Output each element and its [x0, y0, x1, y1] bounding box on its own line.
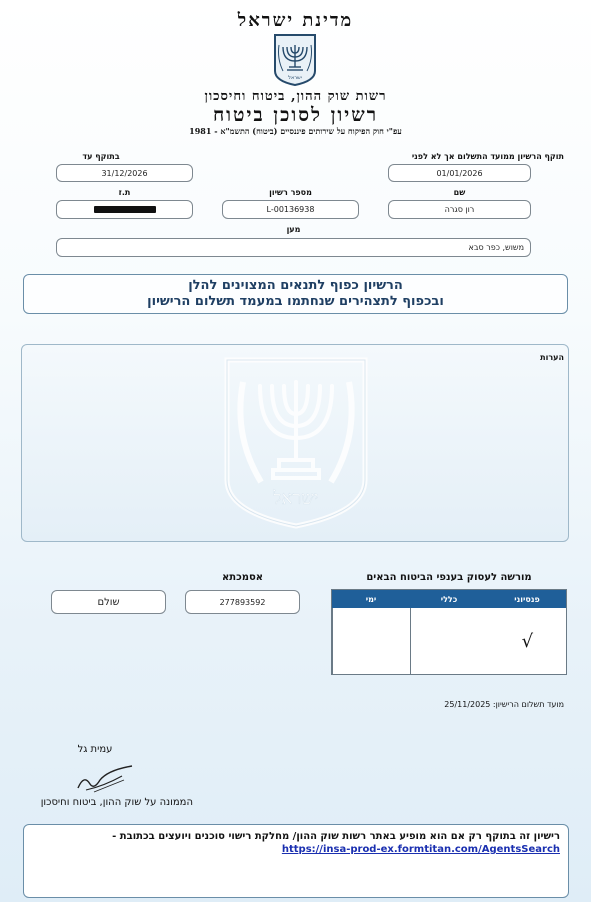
footer-text: רישיון זה בתוקף רק אם הוא מופיע באתר רשות שוק ההון/ מחלקת רישוי סוכנים ויועצים בכתובת - — [112, 831, 560, 842]
agents-search-link[interactable]: https://insa-prod-ex.formtitan.com/AgentsSearch — [281, 844, 560, 855]
payment-status-field: שולם — [51, 590, 166, 614]
valid-until-field: 31/12/2026 — [56, 164, 193, 182]
name-field: רון סגרה — [388, 200, 531, 219]
id-field — [56, 200, 193, 219]
authorization-table — [331, 589, 567, 675]
authorization-title: מורשה לעסוק בענפי הביטוח הבאים — [366, 572, 532, 583]
reference-label: אסמכתא — [221, 572, 264, 583]
payment-validity-field: 01/01/2026 — [388, 164, 531, 182]
id-label: ת.ז — [118, 188, 131, 197]
address-field: משוש, כפר סבא — [56, 238, 531, 257]
law-reference: עפ"י חוק הפיקוח על שירותים פיננסיים (ביטוח) התשמ"א - 1981 — [189, 126, 402, 136]
footer-notice — [23, 824, 569, 898]
license-number-field: L-00136938 — [222, 200, 359, 219]
checkmark-icon: √ — [521, 630, 534, 652]
address-label: מען — [286, 225, 301, 234]
redaction-bar — [94, 206, 156, 213]
signer-role: הממונה על שוק ההון, ביטוח וחיסכון — [40, 797, 193, 808]
column-marine: ימי — [365, 594, 377, 604]
authority-name: רשות שוק ההון, ביטוח וחיסכון — [204, 89, 387, 104]
authorization-table-body — [332, 608, 566, 674]
notes-label: הערות — [540, 353, 564, 362]
watermark-caption: ישראל — [273, 488, 319, 509]
license-number-label: מספר רשיון — [269, 188, 312, 197]
column-general: כללי — [440, 594, 458, 604]
authorization-table-header — [332, 590, 566, 608]
column-pension: פנסיוני — [514, 594, 540, 604]
payment-validity-label: תוקף הרשיון ממועד התשלום אך לא לפני — [411, 152, 564, 161]
conditions-line-1: הרשיון כפוף לתנאים המצוינים להלן — [188, 278, 403, 293]
signature-icon — [74, 762, 136, 796]
cell-marine — [332, 608, 410, 674]
signer-name: עמית גל — [77, 744, 113, 755]
reference-number-field: 277893592 — [185, 590, 300, 614]
cell-general — [410, 608, 488, 674]
payment-due-date: מועד תשלום הרישיון: 25/11/2025 — [444, 700, 564, 709]
emblem-caption: ישראל — [288, 75, 302, 81]
valid-until-label: בתוקף עד — [82, 152, 120, 161]
state-title: מדינת ישראל — [237, 10, 354, 31]
document-title: רשיון לסוכן ביטוח — [212, 104, 379, 126]
conditions-line-2: ובכפוף לתצהירים שנחתמו במעמד תשלום הרישיון — [147, 294, 444, 309]
menorah-emblem-icon — [271, 33, 319, 87]
conditions-box — [23, 274, 568, 314]
name-label: שם — [453, 188, 466, 197]
menorah-watermark-icon — [221, 356, 371, 530]
